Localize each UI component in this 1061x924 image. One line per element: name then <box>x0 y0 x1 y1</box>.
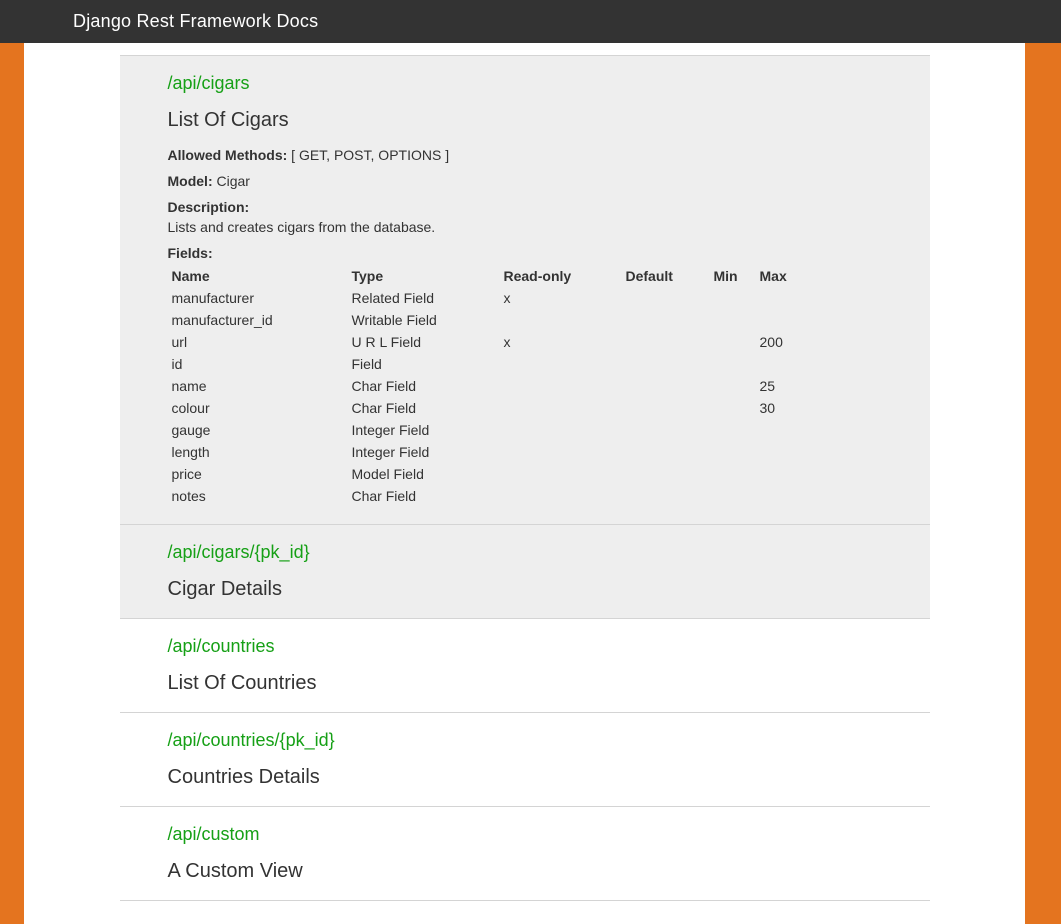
field-min-cell <box>710 375 756 397</box>
field-max-cell <box>756 441 882 463</box>
field-max-cell: 25 <box>759 378 776 394</box>
field-type-cell: Writable Field <box>351 312 437 328</box>
fields-label: Fields: <box>167 245 213 261</box>
endpoint-title: A Custom View <box>167 860 303 882</box>
field-type-cell: Char Field <box>351 378 417 394</box>
field-row <box>168 463 882 485</box>
field-type-cell: Char Field <box>351 488 417 504</box>
field-row <box>168 309 882 331</box>
field-name-cell: id <box>171 356 183 372</box>
field-min-cell <box>710 287 756 309</box>
field-type-cell: Integer Field <box>351 422 430 438</box>
field-name-cell: notes <box>171 488 206 504</box>
description-value: Lists and creates cigars from the database. <box>167 219 436 235</box>
navbar <box>0 0 1061 43</box>
field-row <box>168 419 882 441</box>
field-row <box>168 331 882 353</box>
field-readonly-cell <box>500 485 622 507</box>
field-row <box>168 353 882 375</box>
description-block <box>168 197 882 237</box>
col-header-max: Max <box>759 268 787 284</box>
field-default-cell <box>622 353 710 375</box>
field-default-cell <box>622 397 710 419</box>
field-type-cell: Integer Field <box>351 444 430 460</box>
col-header-readonly: Read-only <box>503 268 572 284</box>
field-max-cell <box>756 463 882 485</box>
endpoint-section <box>120 618 930 712</box>
field-name-cell: manufacturer_id <box>171 312 273 328</box>
field-name-cell: url <box>171 334 188 350</box>
field-max-cell <box>756 309 882 331</box>
field-readonly-cell: x <box>503 334 511 350</box>
endpoint-path-link[interactable]: /api/custom <box>167 824 260 844</box>
field-max-cell: 200 <box>759 334 783 350</box>
endpoint-title: List Of Countries <box>167 672 317 694</box>
endpoint-section <box>120 524 930 618</box>
field-default-cell <box>622 375 710 397</box>
field-row <box>168 287 882 309</box>
fields-table-body <box>168 287 882 507</box>
model-value: Cigar <box>216 173 250 189</box>
endpoint-path-link[interactable]: /api/cigars <box>167 73 250 93</box>
field-default-cell <box>622 309 710 331</box>
endpoint-list <box>120 55 930 914</box>
endpoint-path-link[interactable]: /api/cigars/{pk_id} <box>167 542 310 562</box>
field-max-cell <box>756 353 882 375</box>
field-type-cell: Model Field <box>351 466 424 482</box>
next-endpoint-divider <box>120 900 930 914</box>
col-header-name: Name <box>171 268 210 284</box>
navbar-brand[interactable]: Django Rest Framework Docs <box>73 11 319 31</box>
field-min-cell <box>710 309 756 331</box>
fields-table-header-row <box>168 265 882 287</box>
fields-line <box>168 243 882 263</box>
field-type-cell: Field <box>351 356 382 372</box>
description-label: Description: <box>167 199 250 215</box>
endpoint-title: List Of Cigars <box>167 109 289 131</box>
field-max-cell <box>756 485 882 507</box>
endpoint-details <box>168 145 882 507</box>
fields-table <box>168 265 882 507</box>
endpoint-section <box>120 806 930 900</box>
model-line <box>168 171 882 191</box>
field-min-cell <box>710 485 756 507</box>
field-max-cell <box>756 419 882 441</box>
field-row <box>168 397 882 419</box>
field-readonly-cell <box>500 397 622 419</box>
field-readonly-cell <box>500 441 622 463</box>
field-max-cell: 30 <box>759 400 776 416</box>
field-default-cell <box>622 463 710 485</box>
field-default-cell <box>622 419 710 441</box>
main-container <box>24 43 1025 924</box>
field-type-cell: Related Field <box>351 290 434 306</box>
field-type-cell: U R L Field <box>351 334 422 350</box>
field-readonly-cell <box>500 309 622 331</box>
model-label: Model: <box>167 173 213 189</box>
endpoint-title: Cigar Details <box>167 578 282 600</box>
allowed-methods-line <box>168 145 882 165</box>
col-header-type: Type <box>351 268 384 284</box>
field-row <box>168 441 882 463</box>
endpoint-path-link[interactable]: /api/countries <box>167 636 275 656</box>
endpoint-section <box>120 55 930 524</box>
field-name-cell: colour <box>171 400 210 416</box>
allowed-methods-value: [ GET, POST, OPTIONS ] <box>291 147 450 163</box>
field-min-cell <box>710 331 756 353</box>
field-min-cell <box>710 353 756 375</box>
field-readonly-cell: x <box>503 290 511 306</box>
field-row <box>168 375 882 397</box>
field-name-cell: gauge <box>171 422 211 438</box>
field-name-cell: name <box>171 378 207 394</box>
field-min-cell <box>710 419 756 441</box>
field-readonly-cell <box>500 463 622 485</box>
field-default-cell <box>622 287 710 309</box>
col-header-min: Min <box>713 268 738 284</box>
field-readonly-cell <box>500 375 622 397</box>
field-row <box>168 485 882 507</box>
field-max-cell <box>756 287 882 309</box>
field-default-cell <box>622 441 710 463</box>
field-min-cell <box>710 441 756 463</box>
field-name-cell: manufacturer <box>171 290 254 306</box>
field-type-cell: Char Field <box>351 400 417 416</box>
endpoint-path-link[interactable]: /api/countries/{pk_id} <box>167 730 335 750</box>
allowed-methods-label: Allowed Methods: <box>167 147 288 163</box>
field-name-cell: price <box>171 466 202 482</box>
field-readonly-cell <box>500 353 622 375</box>
field-readonly-cell <box>500 419 622 441</box>
field-default-cell <box>622 331 710 353</box>
col-header-default: Default <box>625 268 673 284</box>
endpoint-title: Countries Details <box>167 766 320 788</box>
field-min-cell <box>710 397 756 419</box>
endpoint-section <box>120 712 930 806</box>
field-default-cell <box>622 485 710 507</box>
field-name-cell: length <box>171 444 210 460</box>
field-min-cell <box>710 463 756 485</box>
